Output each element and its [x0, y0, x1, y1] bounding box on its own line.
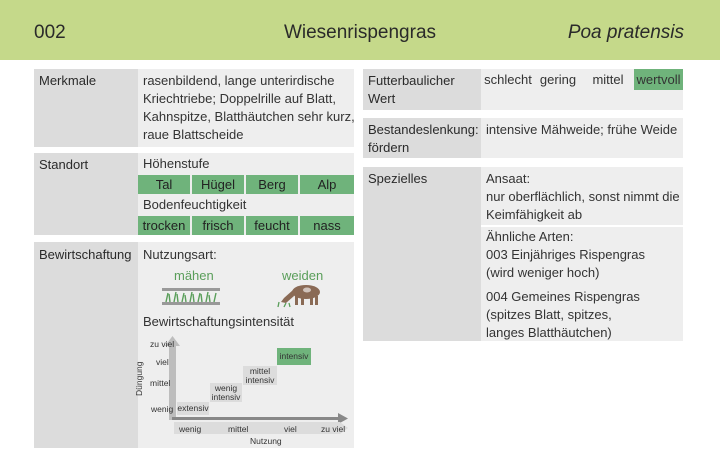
art1-line-1: 003 Einjähriges Rispengras [486, 247, 645, 262]
futterwert-label-1: Futterbaulicher [368, 73, 455, 88]
hoehenstufe-alp: Alp [300, 175, 354, 194]
y-tick-viel: viel [156, 357, 169, 367]
plant-number: 002 [34, 22, 66, 43]
nutzungsart-label: Nutzungsart: [143, 247, 217, 262]
merkmale-line-1: rasenbildend, lange unterirdische [143, 73, 335, 88]
art2-line-3: langes Blatthäutchen) [486, 325, 612, 340]
y-axis-label: Düngung [134, 361, 144, 396]
feuchte-frisch: frisch [192, 216, 244, 235]
aehnliche-title: Ähnliche Arten: [486, 229, 574, 244]
maehen-label: mähen [174, 268, 214, 283]
level-extensiv: extensiv [177, 403, 209, 413]
x-tick-zu-viel: zu viel [321, 424, 346, 434]
art1-line-2: (wird weniger hoch) [486, 265, 600, 280]
merkmale-line-3: Kahnspitze, Blatthäutchen sehr kurz, [143, 109, 355, 124]
header-bar [0, 0, 720, 60]
art2-line-1: 004 Gemeines Rispengras [486, 289, 640, 304]
x-tick-viel: viel [284, 424, 297, 434]
ansaat-line-2: Keimfähigkeit ab [486, 207, 583, 222]
cow-icon [276, 280, 326, 308]
hoehenstufe-tal: Tal [138, 175, 190, 194]
hoehenstufe-huegel: Hügel [192, 175, 244, 194]
latin-name: Poa pratensis [567, 22, 684, 43]
futterwert-label-2: Wert [368, 91, 396, 106]
page-title: Wiesenrispengras [283, 22, 437, 43]
spezielles-label-box [363, 167, 481, 341]
hoehenstufe-row [138, 175, 354, 194]
x-tick-wenig: wenig [179, 424, 202, 434]
feuchte-row [138, 216, 354, 235]
futterwert-schlecht: schlecht [484, 72, 532, 87]
bewirtschaftung-label-box [34, 242, 138, 448]
hoehenstufe-label: Höhenstufe [143, 156, 210, 171]
y-tick-mittel: mittel [150, 378, 171, 388]
intensitaet-label: Bewirtschaftungsintensität [143, 314, 295, 329]
spezielles-label: Spezielles [368, 171, 428, 186]
ansaat-title: Ansaat: [486, 171, 531, 186]
merkmale-line-2: Kriechtriebe; Doppelrille auf Blatt, [143, 91, 336, 106]
level-wenig-intensiv: wenig intensiv [211, 382, 241, 402]
y-tick-wenig: wenig [151, 404, 174, 414]
feuchte-trocken: trocken [138, 216, 190, 235]
level-intensiv: intensiv [277, 348, 311, 365]
weiden-label: weiden [282, 268, 324, 283]
x-tick-mittel: mittel [228, 424, 249, 434]
y-tick-zu-viel: zu viel [150, 339, 175, 349]
level-mittel-intensiv: mittel intensiv [243, 366, 277, 385]
ansaat-line-1: nur oberflächlich, sonst nimmt die [486, 189, 680, 204]
bestandeslenkung-label-1: Bestandeslenkung: [368, 122, 479, 137]
feuchte-feucht: feucht [246, 216, 298, 235]
futterwert-mittel: mittel [592, 72, 624, 87]
futterwert-gering: gering [539, 72, 577, 87]
feuchte-nass: nass [300, 216, 354, 235]
x-axis-label: Nutzung [250, 436, 282, 446]
merkmale-label: Merkmale [39, 73, 97, 88]
bestandeslenkung-label-2: fördern [368, 140, 410, 155]
merkmale-line-4: raue Blattscheide [143, 127, 244, 142]
standort-label: Standort [39, 157, 89, 172]
hoehenstufe-berg: Berg [246, 175, 298, 194]
futterwert-wertvoll: wertvoll [634, 69, 683, 90]
mowing-icon [160, 285, 222, 307]
bestandeslenkung-text: intensive Mähweide; frühe Weide [486, 122, 678, 137]
feuchte-label: Bodenfeuchtigkeit [143, 197, 247, 212]
bewirtschaftung-label: Bewirtschaftung [39, 247, 132, 262]
art2-line-2: (spitzes Blatt, spitzes, [486, 307, 612, 322]
